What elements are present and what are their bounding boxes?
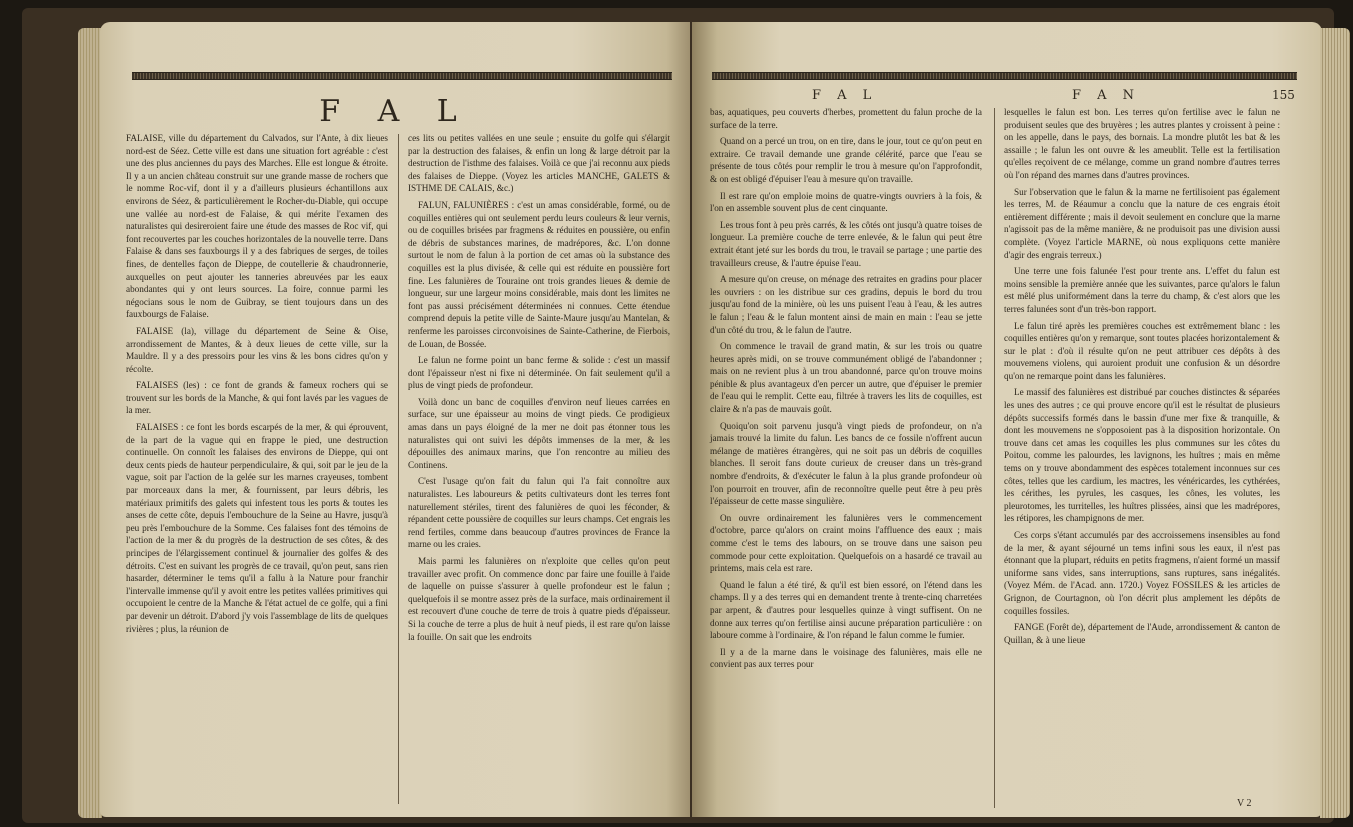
page-number: 155: [1272, 88, 1295, 102]
top-rule-left: [132, 72, 672, 80]
paragraph: Les trous font à peu près carrés, & les côtés ont jusqu'à quatre toises de longueur. La première couche de terre enlevée, & le falun qui peut être extrait étant jeté sur les bords du trou, le travail se partage ; une partie des travailleurs creuse, & l'autre épuise l'eau.: [710, 219, 982, 268]
paragraph: Il y a de la marne dans le voisinage des falunières, mais elle ne convient pas aux terres pour: [710, 646, 982, 670]
paragraph: Le massif des falunières est distribué par couches distinctes & séparées les unes des autres ; ce qui prouve encore qu'il est le résultat de plusieurs dépôts successifs formés dans le bassin d'une mer fixe & tranquille, & dont les mouvemens ne s'opposoient pas à la disposition horizontale. On trouve dans cet amas les coquilles les plus communes sur les côtes du Poitou, comme les palourdes, les lavignons, les huîtres ; mais en même tems on y trouve abondamment des espèces totalement inconnues sur ces côtes, telles que les cardium, les mactres, les vénéricardes, les cythérées, les cérithes, les pyrules, les casques, les cônes, les volutes, les pleurotomes, les turritelles, les huîtres plissées, ainsi que les madrépores, les rétipores, les champignons de mer.: [1004, 387, 1280, 524]
paragraph: C'est l'usage qu'on fait du falun qui l'a fait connoître aux naturalistes. Les laboureurs & petits cultivateurs dont les terres font naturellement stériles, tirent des falunières de quoi les féconder, & répandent cette poussière de coquilles sur leurs champs. Cet engrais les rend fertiles, comme dans beaucoup d'autres provinces de France la marne ou les craies.: [408, 476, 671, 550]
right-column-1: [710, 106, 982, 675]
entry-falun: FALUN, FALUNIÈRES : c'est un amas considérable, formé, ou de coquilles entières qui ont seulement perdu leurs couleurs & leur vernis, ou de coquilles brisées par fragmens & réduites en poussière, ou enfin de débris de substances marines, de madrépores, &c. L'on donne surtout le nom de falun à la portion de cet amas où la substance des coquilles est la plus divisée, & celle qui est réduite en poussière fort fine. Les falunières de Touraine ont trois grandes lieues & demie de longueur, sur une largeur moins considérable, mais dont les limites ne font pas aussi précisément déterminées ni connues. Cette étendue comprend depuis la petite ville de Sainte-Maure jusqu'au Mantelan, & renferme les paroisses circonvoisines de Sainte-Catherine, de Fierbois, de Louan, de Bossée.: [408, 199, 670, 349]
paragraph: Le falun tiré après les premières couches est extrêmement blanc : les coquilles entières qu'on y remarque, sont toutes placées horizontalement & sur le plat : d'où il résulte qu'on ne peut attribuer ces dépôts à des mouvemens violens, qui auroient produit une confusion & un désordre qu'on ne remarque point dans les falunières.: [1004, 320, 1280, 381]
right-column-2: [1004, 106, 1280, 650]
paragraph: lesquelles le falun est bon. Les terres qu'on fertilise avec le falun ne produisent seules que des bruyères ; les autres plantes y croissent à peine : on les appelle, dans le pays, des bornais. La mondre plutôt les bat & les assaille ; le falun les ont ouvre & les ameublit. Telle est la fertilisation qu'elles reçoivent de ce mélange, comme un grand nombre d'autres terres où l'on répand des marnes dans d'autres provinces.: [1004, 107, 1280, 180]
left-column-1: [126, 132, 388, 639]
left-page: [100, 22, 690, 817]
column-divider-left: [398, 134, 399, 804]
entry-falaise-ville: FALAISE, ville du département du Calvados, sur l'Ante, à dix lieues nord-est de Séez. Cette ville est dans une situation fort agréable : c'est une des plus anciennes du pays des Marches. Elle est longue & étroite. Il y a un ancien château construit sur une grande masse de rochers que le nomme Roc-vif, dont il y a d'ailleurs plusieurs échantillons aux environs de Séez, & particulièrement le Rocher-du-Diable, qui occupe une vallée au nord-est de Falaise, & qui mérite l'examen des naturalistes qui desireroient faire une étude des masses de Roc vif, qui font recouvertes par les couches horizontales de la nouvelle terre. Dans Falaise & dans ses fauxbourgs il y a des fabriques de serges, de toiles fines, de dentelles façon de Dieppe, de coutellerie & chaudronnerie, auxquelles on peut ajouter les tanneries abreuvées par les eaux abondantes qui y ont leurs sources. La foire, connue parmi les négocians sous le nom de Guibray, se tient toujours dans un des fauxbourgs de Falaise.: [126, 133, 388, 320]
running-head-right: F A N: [1072, 88, 1141, 103]
paragraph: Quoiqu'on soit parvenu jusqu'à vingt pieds de profondeur, on n'a jamais trouvé la limite du falun. Les bancs de ce fossile n'offrent aucun mélange de matières étrangères, qui ne soit pas un débris de coquilles blanches. Il seroit fans doute curieux de creuser dans un très-grand nombre d'endroits, & d'exécuter le falun à la plus grande profondeur où l'on pourroit en trouver, afin de reconnoître quelle peut être à peu près l'épaisseur de cette masse singulière.: [710, 420, 982, 507]
paragraph: Ces corps s'étant accumulés par des accroissemens insensibles au fond de la mer, & ayant séjourné un tems infini sous les eaux, il n'est pas étonnant que la plupart, réduits en petits fragmens, n'aient formé un massif uniforme sans vides, sans interruptions, sans ruptures, sans inégalités. (Voyez Mém. de l'Acad. ann. 1720.) Voyez FOSSILES & les articles de Grignon, de Courtagnon, où l'on décrit plus amplement les dépôts de coquilles fossiles.: [1004, 530, 1280, 616]
paragraph: On ouvre ordinairement les falunières vers le commencement d'octobre, parce qu'alors on craint moins l'affluence des eaux ; mais comme c'est le tems des labours, on se trouve dans une saison peu commode pour cette exploitation. Quelquefois on a hasardé ce travail au printems, mais cela est rare.: [710, 512, 982, 574]
paragraph: Quand on a percé un trou, on en tire, dans le jour, tout ce qu'on peut en extraire. Ce travail demande une grande célérité, parce que l'eau se présente de tous côtés pour remplir le trou à mesure qu'on l'approfondit, & on est obligé d'épuiser l'eau à mesure qu'on travaille.: [710, 136, 982, 184]
paragraph: Mais parmi les falunières on n'exploite que celles qu'on peut travailler avec profit. On commence donc par faire une fouille à l'aide de laquelle on puisse s'assurer à quelle profondeur est le falun ; quelquefois il se montre assez près de la surface, mais ordinairement il est recouvert d'une couche de terre de trois à quatre pieds d'épaisseur. Si la couche de terre a plus de huit à neuf pieds, il est rare qu'on laisse la fouille. On sait que les endroits: [408, 556, 670, 642]
paragraph: Voilà donc un banc de coquilles d'environ neuf lieues carrées en surface, sur une épaisseur au moins de vingt pieds. Ce prodigieux amas dans un pays éloigné de la mer ne doit pas étonner tous les naturalistes qui ont suivi les dépôts immenses de la mer, & les dépouilles des animaux marins, que l'on rencontre au milieu des Continens.: [408, 396, 670, 470]
entry-falaise-village: FALAISE (la), village du département de Seine & Oise, arrondissement de Mantes, & à deux lieues de cette ville, sur la Mauldre. Il y a des pressoirs pour les vins & les bons cidres qu'on y récolte.: [126, 325, 388, 374]
running-head-left: F A L: [812, 88, 878, 103]
left-page-edges: [78, 28, 102, 818]
paragraph: Sur l'observation que le falun & la marne ne fertilisoient pas également les terres, M. de Réaumur a conclu que la nature de ces engrais étoit entièrement différente ; mais il devoit seulement en conclure que la marne n'agissoit pas de la même manière, & ne produisoit pas une division aussi complète. (Voyez l'article MARNE, où nous expliquons cette manière d'agir des engrais terreux.): [1004, 186, 1280, 260]
entry-falaises-bords: FALAISES : ce font les bords escarpés de la mer, & qui éprouvent, de la part de la vague qui en frappe le pied, une destruction continuelle. On connoît les falaises des environs de Dieppe, qui ont deux cents pieds de hauteur perpendiculaire, & qui, soit par le jeu de la vague, soit par l'action de la gelée sur les marnes crayeuses, tombent par morceaux dans la mer, & fournissent, par leurs débris, les matériaux primitifs des galets qui infestent tous les ports & toutes les anses de cette côte, depuis l'embouchure de la Seine au Havre, jusqu'à peu près l'embouchure de la Somme. Ces falaises font des témoins de l'action de la mer & du progrès de la destruction de ses côtes, & des principes de l'élargissement continuel & journalier des golfes & des détroits. C'est en suivant les progrès de ce travail, qu'on peut, sans rien hasarder, déterminer le tems qu'il a fallu à la Nature pour franchir l'intervalle immense qu'il y avoit entre les petites vallées primitives qui occupoient le centre de la Manche & l'état actuel de ce golfe, qui a fini par devenir un détroit. D'abord j'y vois l'assemblage de lits de quelques rivières ; plus, la réunion de: [126, 422, 388, 634]
signature-mark: V 2: [1237, 798, 1252, 809]
paragraph: Une terre une fois falunée l'est pour trente ans. L'effet du falun est moins sensible la première année que les suivantes, parce qu'alors le falun est mêlé plus uniformément dans la terre du champ, & c'est alors que les terres falunées sont d'un très-bon rapport.: [1004, 266, 1280, 314]
top-rule-right: [712, 72, 1297, 80]
paragraph: bas, aquatiques, peu couverts d'herbes, promettent du falun proche de la surface de la terre.: [710, 107, 982, 130]
paragraph: ces lits ou petites vallées en une seule ; ensuite du golfe qui s'élargit par la destruction des falaises, & enfin un long & large détroit par la destruction de l'isthme des falaises. Voilà ce que j'ai reconnu aux pieds des falaises de Dieppe. (Voyez les articles MANCHE, GALETS & ISTHME DE CALAIS, &c.): [408, 133, 670, 194]
entry-fange: FANGE (Forêt de), département de l'Aude, arrondissement & canton de Quillan, & à une lieue: [1004, 622, 1280, 645]
left-column-2: [408, 132, 670, 647]
paragraph: On commence le travail de grand matin, & sur les trois ou quatre heures après midi, on se trouve communément obligé de l'abandonner ; mais on ne revient plus à un trou abandonné, parce qu'on trouve moins pénible & plus avantageux d'en percer un autre, que d'épuiser le premier de l'eau qui le remplit. Cette eau, filtrée à travers les lits de coquilles, est claire & n'a pas de mauvais goût.: [710, 341, 982, 415]
entry-falaises-rochers: FALAISES (les) : ce font de grands & fameux rochers qui se trouvent sur les bords de la Manche, & qui font lavés par les vagues de la mer.: [126, 380, 388, 416]
right-page: [692, 22, 1322, 817]
page-title: F A L: [319, 94, 471, 129]
paragraph: Quand le falun a été tiré, & qu'il est bien essoré, on l'étend dans les champs. Il y a des terres qui en demandent trente à trente-cinq charretées par arpent, & d'autres pour lesquelles quinze à vingt suffisent. On ne donne aux terres qu'on fertilise ainsi aucune préparation particulière : on laboure comme à l'ordinaire, & l'on répand le falun comme le fumier.: [710, 579, 982, 641]
right-page-edges: [1320, 28, 1350, 818]
book-spread: [22, 8, 1334, 823]
paragraph: Le falun ne forme point un banc ferme & solide : c'est un massif dont l'épaisseur n'est ni fixe ni déterminée. On fait seulement qu'il a plus de vingt pieds de profondeur.: [408, 355, 670, 391]
paragraph: Il est rare qu'on emploie moins de quatre-vingts ouvriers à la fois, & l'on en assemble souvent plus de cent cinquante.: [710, 190, 982, 214]
paragraph: A mesure qu'on creuse, on ménage des retraites en gradins pour placer les ouvriers : on les distribue sur ces gradins, depuis le bord du trou jusqu'au fond de la minière, où les uns puisent l'eau à l'eau, & les autres le falun ; l'eau & le falun montent ainsi de main en main : l'eau se jette d'un côté du trou, & le falun de l'autre.: [710, 274, 982, 335]
column-divider-right: [994, 108, 995, 808]
